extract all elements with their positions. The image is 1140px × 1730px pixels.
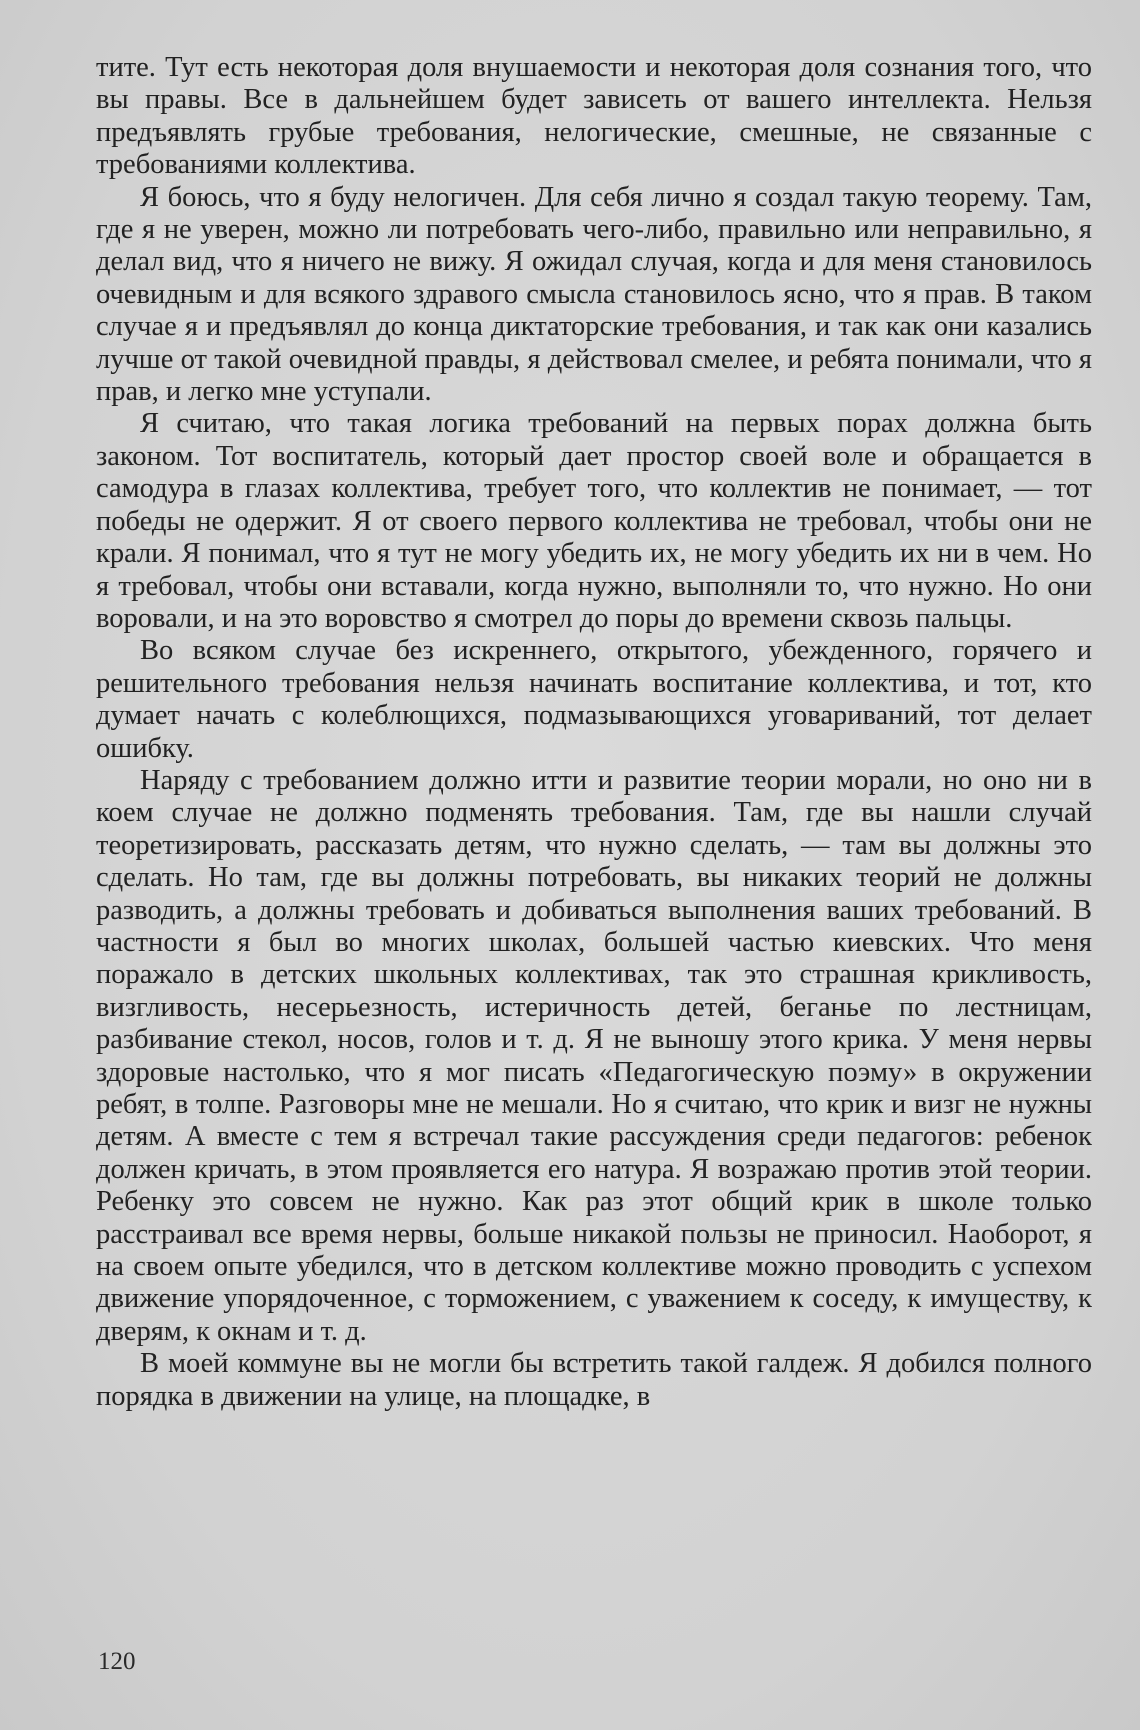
body-text (96, 52, 1092, 1413)
page-number: 120 (98, 1648, 136, 1675)
paragraph-6: В моей коммуне вы не могли бы встретить такой галдеж. Я добился полного порядка в движении на улице, на площадке, в (96, 1348, 1092, 1412)
paragraph-5: Наряду с требованием должно итти и развитие теории морали, но оно ни в коем случае не должно подменять требования. Там, где вы нашли случай теоретизировать, рассказать детям, что нужно сделать, — там вы должны это сделать. Но там, где вы должны потребовать, вы никаких теорий не должны разводить, а должны требовать и добиваться выполнения ваших требований. В частности я был во многих школах, большей частью киевских. Что меня поражало в детских школьных коллективах, так это страшная крикливость, визгливость, несерьезность, истеричность детей, беганье по лестницам, разбивание стекол, носов, голов и т. д. Я не выношу этого крика. У меня нервы здоровые настолько, что я мог писать «Педагогическую поэму» в окружении ребят, в толпе. Разговоры мне не мешали. Но я считаю, что крик и визг не нужны детям. А вместе с тем я встречал такие рассуждения среди педагогов: ребенок должен кричать, в этом проявляется его натура. Я возражаю против этой теории. Ребенку это совсем не нужно. Как раз этот общий крик в школе только расстраивал все время нервы, больше никакой пользы не приносил. Наоборот, я на своем опыте убедился, что в детском коллективе можно проводить с успехом движение упорядоченное, с торможением, с уважением к соседу, к имуществу, к дверям, к окнам и т. д. (96, 764, 1092, 1347)
paragraph-3: Я считаю, что такая логика требований на первых порах должна быть законом. Тот воспитатель, который дает простор своей воле и обращается в самодура в глазах коллектива, требует того, что коллектив не понимает, — тот победы не одержит. Я от своего первого коллектива не требовал, чтобы они не крали. Я понимал, что я тут не могу убедить их, не могу убедить их ни в чем. Но я требовал, чтобы они вставали, когда нужно, выполняли то, что нужно. Но они воровали, и на это воровство я смотрел до поры до времени сквозь пальцы. (96, 408, 1092, 634)
paragraph-1: тите. Тут есть некоторая доля внушаемости и некоторая доля сознания того, что вы правы. Все в дальнейшем будет зависеть от вашего интеллекта. Нельзя предъявлять грубые требования, нелогические, смешные, не связанные с требованиями коллектива. (96, 52, 1092, 181)
paragraph-4: Во всяком случае без искреннего, открытого, убежденного, горячего и решительного требования нельзя начинать воспитание коллектива, и тот, кто думает начать с колеблющихся, подмазывающихся уговариваний, тот делает ошибку. (96, 635, 1092, 764)
paragraph-2: Я боюсь, что я буду нелогичен. Для себя лично я создал такую теорему. Там, где я не уверен, можно ли потребовать чего-либо, правильно или неправильно, я делал вид, что я ничего не вижу. Я ожидал случая, когда и для меня становилось очевидным и для всякого здравого смысла становилось ясно, что я прав. В таком случае я и предъявлял до конца диктаторские требования, и так как они казались лучше от такой очевидной правды, я действовал смелее, и ребята понимали, что я прав, и легко мне уступали. (96, 181, 1092, 408)
